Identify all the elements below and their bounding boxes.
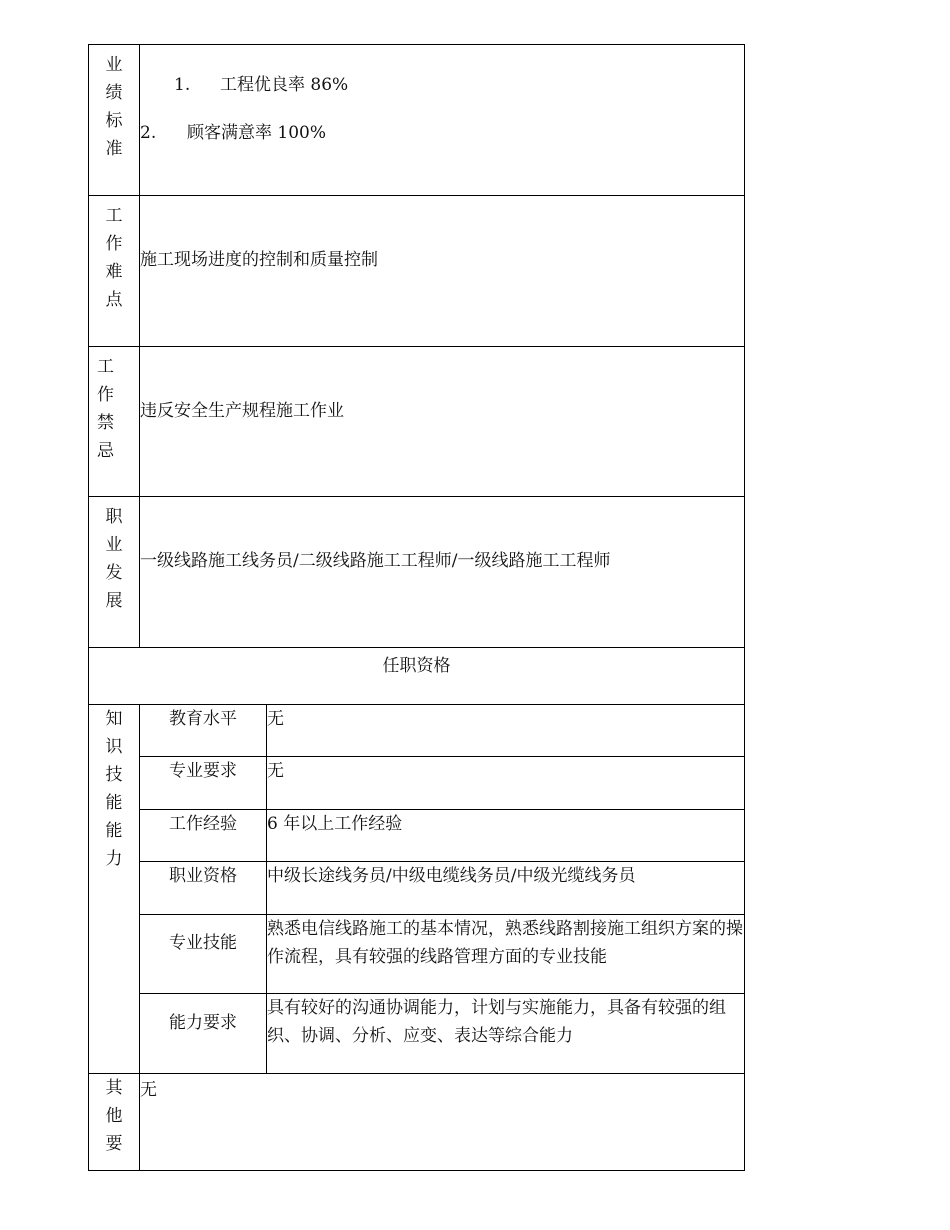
experience-value: 6 年以上工作经验	[267, 810, 745, 862]
qualification-row	[89, 915, 745, 994]
qualification-row	[89, 862, 745, 915]
education-label: 教育水平	[140, 705, 267, 757]
skills-group-label	[89, 705, 140, 1074]
qualifications-title-row	[89, 648, 745, 705]
difficulty-label	[89, 196, 140, 347]
difficulty-row	[89, 196, 745, 347]
other-label	[89, 1074, 140, 1171]
label-char: 展	[105, 591, 123, 611]
label-char: 其	[105, 1078, 123, 1098]
other-row	[89, 1074, 745, 1171]
label-char: 作	[105, 234, 123, 254]
label-char: 发	[105, 563, 123, 583]
label-char: 他	[105, 1106, 123, 1126]
performance-label	[89, 45, 140, 196]
qualification-row	[89, 810, 745, 862]
label-char: 技	[105, 765, 123, 785]
job-table	[88, 44, 745, 1171]
item-number: 2.	[140, 123, 157, 143]
label-char: 职	[105, 507, 123, 527]
item-text: 工程优良率 86%	[220, 75, 349, 95]
label-char: 能	[105, 793, 123, 813]
experience-label: 工作经验	[140, 810, 267, 862]
major-value: 无	[267, 757, 745, 810]
taboo-content	[140, 347, 745, 497]
skills-label: 专业技能	[140, 915, 267, 994]
qualification-row	[89, 994, 745, 1074]
label-char: 工	[97, 357, 114, 377]
qualification-row	[89, 705, 745, 757]
label-char: 点	[105, 290, 123, 310]
skills-value: 熟悉电信线路施工的基本情况，熟悉线路割接施工组织方案的操作流程，具有较强的线路管理方面的专业技能	[267, 915, 745, 994]
label-char: 忌	[97, 441, 114, 461]
taboo-label	[89, 347, 140, 497]
major-label: 专业要求	[140, 757, 267, 810]
label-char: 识	[105, 737, 123, 757]
label-char: 准	[105, 139, 123, 159]
career-text: 一级线路施工线务员/二级线路施工工程师/一级线路施工工程师	[140, 551, 611, 571]
other-content	[140, 1074, 745, 1171]
item-text: 顾客满意率 100%	[187, 123, 327, 143]
label-char: 力	[105, 849, 123, 869]
taboo-row	[89, 347, 745, 497]
label-char: 能	[105, 821, 123, 841]
label-char: 业	[105, 55, 123, 75]
other-text: 无	[140, 1080, 157, 1100]
education-value: 无	[267, 705, 745, 757]
ability-value: 具有较好的沟通协调能力，计划与实施能力，具备有较强的组织、协调、分析、应变、表达等综合能力	[267, 994, 745, 1074]
career-row	[89, 497, 745, 648]
ability-label: 能力要求	[140, 994, 267, 1074]
career-content	[140, 497, 745, 648]
performance-row	[89, 45, 745, 196]
label-char: 要	[105, 1134, 123, 1154]
qualifications-title: 任职资格	[89, 648, 745, 705]
difficulty-content	[140, 196, 745, 347]
label-char: 业	[105, 535, 123, 555]
label-char: 难	[105, 262, 123, 282]
label-char: 禁	[97, 413, 114, 433]
job-description-sheet	[88, 44, 744, 1171]
label-char: 工	[105, 206, 123, 226]
taboo-text: 违反安全生产规程施工作业	[140, 401, 344, 421]
label-char: 作	[97, 385, 114, 405]
performance-item-2	[140, 99, 744, 147]
label-char: 绩	[105, 83, 123, 103]
qualification-row	[89, 757, 745, 810]
difficulty-text: 施工现场进度的控制和质量控制	[140, 250, 378, 270]
career-label	[89, 497, 140, 648]
label-char: 标	[105, 111, 123, 131]
label-char: 知	[105, 709, 123, 729]
certification-label: 职业资格	[140, 862, 267, 915]
performance-item-1	[140, 45, 744, 99]
item-number: 1.	[174, 75, 191, 95]
performance-content	[140, 45, 745, 196]
certification-value: 中级长途线务员/中级电缆线务员/中级光缆线务员	[267, 862, 745, 915]
